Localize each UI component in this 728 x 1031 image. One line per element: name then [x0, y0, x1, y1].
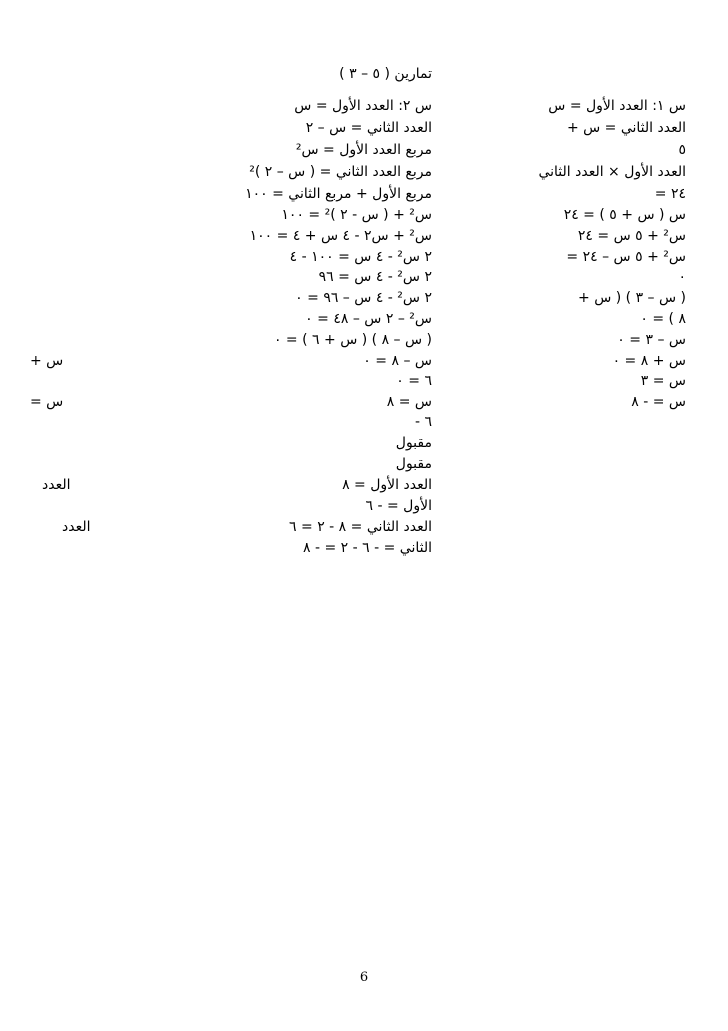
col1-line: مقبول: [395, 435, 432, 451]
col1-line: س ٢: العدد الأول = س: [294, 98, 432, 114]
col2-line: س – ٣ = ٠: [617, 332, 686, 348]
col2-line: ٨ ) = ٠: [640, 311, 686, 327]
edge-fragment: العدد: [62, 519, 91, 535]
col1-line: ٢ س² - ٤ س = ١٠٠ - ٤: [289, 249, 432, 265]
col2-line: ٥: [678, 142, 686, 158]
page-title: تمارين ( ٥ – ٣ ): [339, 66, 432, 82]
col1-line: س² – ٢ س – ٤٨ = ٠: [305, 311, 432, 327]
col1-line: - ٦: [414, 414, 432, 430]
col2-line: = ٢٤: [654, 186, 686, 202]
col2-line: س ١: العدد الأول = س: [548, 98, 686, 114]
edge-fragment: العدد: [42, 477, 71, 493]
col1-line: ٢ س² - ٤ س – ٩٦ = ٠: [295, 290, 432, 306]
col1-line: س² + ( س - ٢ )² = ١٠٠: [281, 207, 432, 223]
edge-fragment: س =: [30, 394, 64, 410]
col2-line: س² + ٥ س – ٢٤ =: [566, 249, 686, 265]
col2-line: س = - ٨: [631, 394, 686, 410]
col2-line: س ( س + ٥ ) = ٢٤: [563, 207, 686, 223]
col1-line: الثاني = - ٦ - ٢ = - ٨: [302, 540, 432, 556]
col1-line: مقبول: [395, 456, 432, 472]
col1-line: العدد الأول = ٨: [342, 477, 432, 493]
col1-line: العدد الثاني = س – ٢: [305, 120, 432, 136]
col1-line: الأول = - ٦: [365, 498, 432, 514]
col2-line: ٠: [678, 269, 686, 285]
col2-line: العدد الثاني = س +: [566, 120, 686, 136]
col2-line: س + ٨ = ٠: [612, 353, 686, 369]
col1-line: مربع العدد الثاني = ( س – ٢ )²: [249, 164, 432, 180]
col1-line: مربع العدد الأول = س²: [295, 142, 432, 158]
col2-line: س² + ٥ س = ٢٤: [577, 228, 686, 244]
col1-line: ٦ = ٠: [396, 373, 432, 389]
col2-line: س = ٣: [640, 373, 686, 389]
col2-line: ( س – ٣ ) ( س +: [578, 290, 686, 306]
col1-line: ( س – ٨ ) ( س + ٦ ) = ٠: [273, 332, 432, 348]
col1-line: س² + س٢ - ٤ س + ٤ = ١٠٠: [249, 228, 432, 244]
col1-line: س – ٨ = ٠: [363, 353, 432, 369]
col1-line: س = ٨: [386, 394, 432, 410]
col2-line: العدد الأول × العدد الثاني: [538, 164, 686, 180]
col1-line: العدد الثاني = ٨ - ٢ = ٦: [289, 519, 432, 535]
edge-fragment: س +: [30, 353, 64, 369]
col1-line: مربع الأول + مربع الثاني = ١٠٠: [245, 186, 432, 202]
page-number: 6: [359, 970, 369, 985]
col1-line: ٢ س² - ٤ س = ٩٦: [318, 269, 432, 285]
